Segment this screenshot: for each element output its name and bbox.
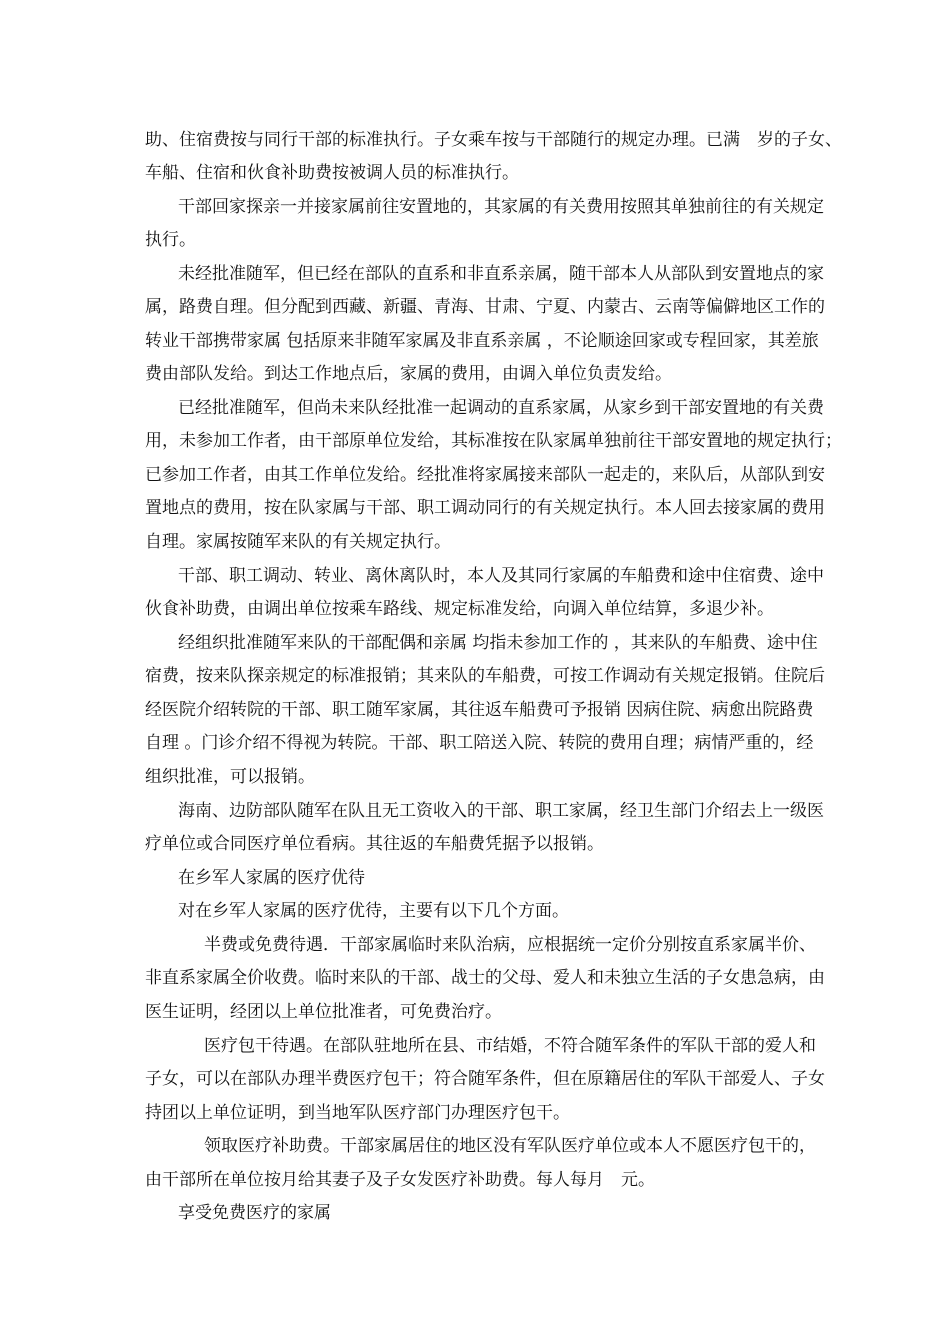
text-line: 属，路费自理。但分配到西藏、新疆、青海、甘肃、宁夏、内蒙古、云南等偏僻地区工作的 — [145, 297, 825, 317]
text-line: 经医院介绍转院的干部、职工随军家属，其往返车船费可予报销 因病住院、病愈出院路费 — [145, 700, 814, 720]
text-line: 助、住宿费按与同行干部的标准执行。子女乘车按与干部随行的规定办理。已满 岁的子女、 — [145, 130, 842, 150]
text-line: 车船、住宿和伙食补助费按被调人员的标准执行。 — [145, 163, 519, 183]
text-line: 已参加工作者，由其工作单位发给。经批准将家属接来部队一起走的，来队后，从部队到安 — [145, 465, 825, 485]
text-line: 组织批准，可以报销。 — [145, 767, 315, 787]
text-line: 已经批准随军，但尚未来队经批准一起调动的直系家属，从家乡到干部安置地的有关费 — [178, 398, 824, 418]
text-line: 对在乡军人家属的医疗优待，主要有以下几个方面。 — [178, 901, 569, 921]
text-line: 子女，可以在部队办理半费医疗包干；符合随军条件，但在原籍居住的军队干部爱人、子女 — [145, 1069, 825, 1089]
text-line: 置地点的费用，按在队家属与干部、职工调动同行的有关规定执行。本人回去接家属的费用 — [145, 498, 825, 518]
text-line: 半费或免费待遇．干部家属临时来队治病，应根据统一定价分别按直系家属半价、 — [204, 935, 816, 955]
text-line: 疗单位或合同医疗单位看病。其往返的车船费凭据予以报销。 — [145, 834, 604, 854]
text-line: 费由部队发给。到达工作地点后，家属的费用，由调入单位负责发给。 — [145, 364, 672, 384]
text-line: 执行。 — [145, 230, 196, 250]
text-line: 海南、边防部队随军在队且无工资收入的干部、职工家属，经卫生部门介绍去上一级医 — [178, 801, 824, 821]
text-line: 由干部所在单位按月给其妻子及子女发医疗补助费。每人每月 元。 — [145, 1170, 655, 1190]
text-line: 伙食补助费，由调出单位按乘车路线、规定标准发给，向调入单位结算，多退少补。 — [145, 599, 774, 619]
text-line: 自理。家属按随军来队的有关规定执行。 — [145, 532, 451, 552]
text-line: 干部回家探亲一并接家属前往安置地的，其家属的有关费用按照其单独前往的有关规定 — [178, 197, 824, 217]
text-line: 医疗包干待遇。在部队驻地所在县、市结婚，不符合随军条件的军队干部的爱人和 — [204, 1036, 816, 1056]
text-line: 医生证明，经团以上单位批准者，可免费治疗。 — [145, 1002, 502, 1022]
text-line: 持团以上单位证明，到当地军队医疗部门办理医疗包干。 — [145, 1103, 570, 1123]
text-line: 转业干部携带家属 包括原来非随军家属及非直系亲属 ，不论顺途回家或专程回家，其差旅 — [145, 331, 819, 351]
section-heading: 享受免费医疗的家属 — [178, 1203, 331, 1223]
section-heading: 在乡军人家属的医疗优待 — [178, 868, 365, 888]
text-line: 领取医疗补助费。干部家属居住的地区没有军队医疗单位或本人不愿医疗包干的， — [204, 1136, 816, 1156]
text-line: 干部、职工调动、转业、离休离队时，本人及其同行家属的车船费和途中住宿费、途中 — [178, 566, 824, 586]
text-line: 宿费，按来队探亲规定的标准报销；其来队的车船费，可按工作调动有关规定报销。住院后 — [145, 666, 825, 686]
text-line: 非直系家属全价收费。临时来队的干部、战士的父母、爱人和未独立生活的子女患急病，由 — [145, 968, 825, 988]
text-line: 自理 。门诊介绍不得视为转院。干部、职工陪送入院、转院的费用自理；病情严重的，经 — [145, 733, 814, 753]
text-line: 用，未参加工作者，由干部原单位发给，其标准按在队家属单独前往干部安置地的规定执行； — [145, 431, 842, 451]
text-line: 未经批准随军，但已经在部队的直系和非直系亲属，随干部本人从部队到安置地点的家 — [178, 264, 824, 284]
text-line: 经组织批准随军来队的干部配偶和亲属 均指未参加工作的 ，其来队的车船费、途中住 — [178, 633, 818, 653]
